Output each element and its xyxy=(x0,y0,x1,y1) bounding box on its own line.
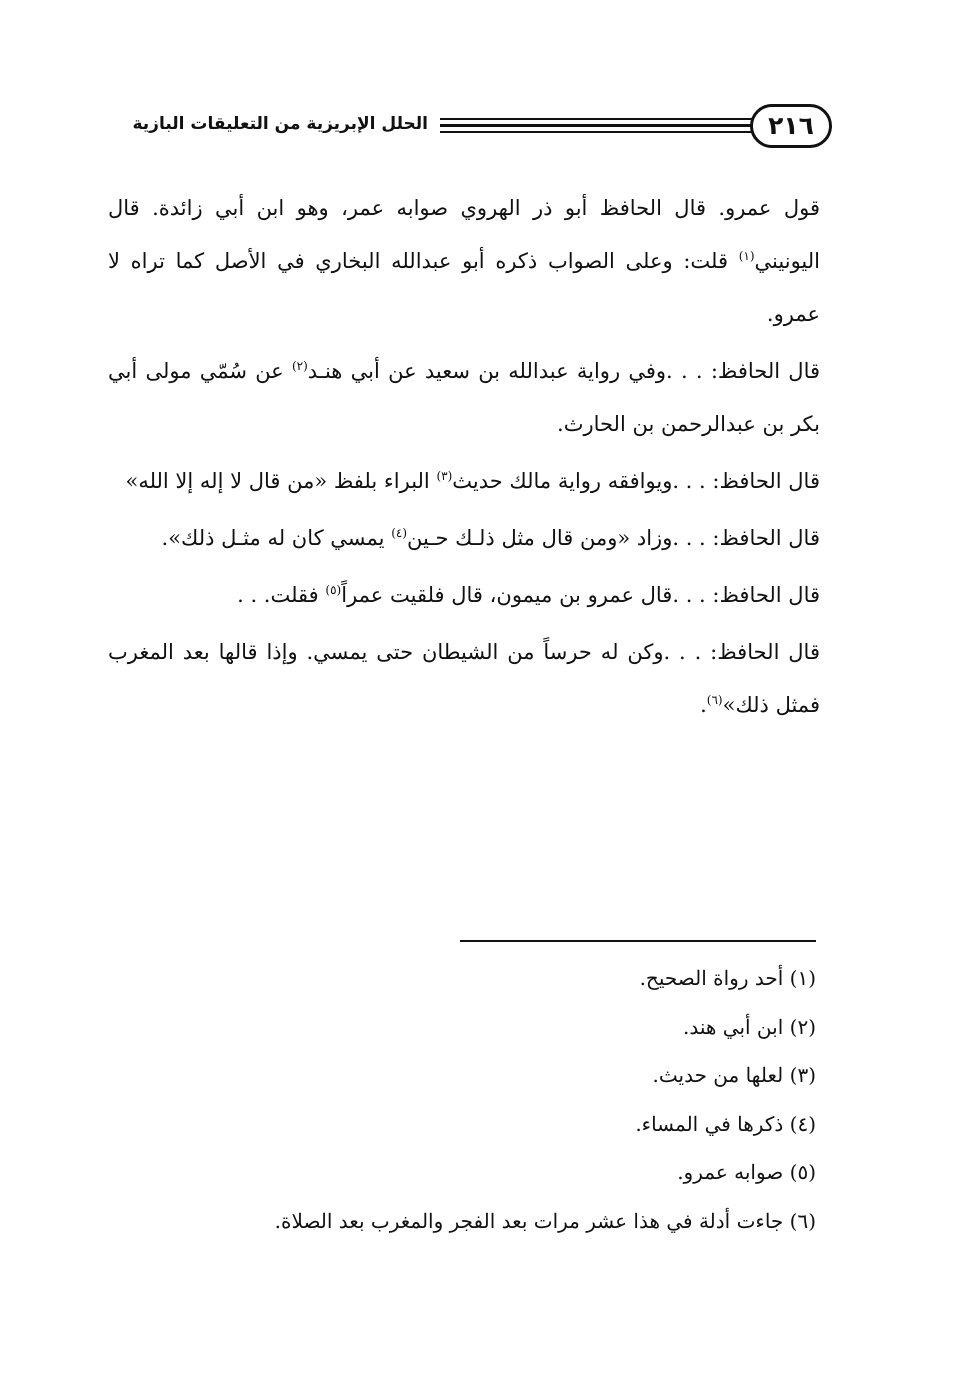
paragraph-text: قال الحافظ: . . .ويوافقه رواية مالك حديث xyxy=(452,469,820,493)
footnote-marker: (١) xyxy=(738,249,755,263)
paragraph-text: يمسي كان له مثـل ذلك». xyxy=(161,526,392,550)
footnote-2: (٢) ابن أبي هند. xyxy=(682,1014,816,1039)
paragraph xyxy=(108,182,820,341)
footnote-3: (٣) لعلها من حديث. xyxy=(652,1063,816,1087)
paragraph xyxy=(108,455,820,508)
footnote-5: (٥) صوابه عمرو. xyxy=(677,1160,816,1184)
main-text xyxy=(108,182,820,736)
header-rule xyxy=(440,118,752,120)
paragraph-text: قال الحافظ: . . .قال عمرو بن ميمون، قال فلقيت عمراً xyxy=(341,583,820,607)
paragraph-text: قول عمرو. قال الحافظ أبو ذر الهروي صوابه عمر، وهو ابن أبي زائدة. قال اليونيني xyxy=(108,196,820,273)
footnote-marker: (٦) xyxy=(706,693,723,707)
paragraph xyxy=(108,626,820,732)
paragraph xyxy=(108,345,820,451)
paragraph-text: قال الحافظ: . . .وكن له حرساً من الشيطان حتى يمسي. وإذا قالها بعد المغرب فمثل ذلك» xyxy=(108,640,820,717)
footnote-4: (٤) ذكرها في المساء. xyxy=(635,1111,816,1136)
running-title: الحلل الإبريزية من التعليقات البازية xyxy=(132,114,428,134)
paragraph xyxy=(108,569,820,622)
paragraph-text: فقلت. . . xyxy=(237,583,326,607)
paragraph xyxy=(108,512,820,565)
page-header xyxy=(110,104,832,156)
footnote-1: (١) أحد رواة الصحيح. xyxy=(639,966,816,990)
paragraph-text: عن سُمّي مولى أبي بكر بن عبدالرحمن بن الحارث. xyxy=(108,359,820,436)
footnote-marker: (٢) xyxy=(291,359,308,373)
footnote-marker: (٥) xyxy=(325,583,342,597)
paragraph-text: البراء بلفظ «من قال لا إله إلا الله» xyxy=(125,469,437,493)
paragraph-text: قال الحافظ: . . .وزاد «ومن قال مثل ذلـك حـين xyxy=(407,526,820,550)
paragraph-text: قلت: وعلى الصواب ذكره أبو عبدالله البخاري في الأصل كما تراه لا عمرو. xyxy=(108,249,820,326)
paragraph-text: قال الحافظ: . . .وفي رواية عبدالله بن سعيد عن أبي هنـد xyxy=(307,359,821,383)
footnote-marker: (٤) xyxy=(391,526,408,540)
header-rule xyxy=(440,124,752,127)
footnote-separator xyxy=(460,940,816,942)
header-rule xyxy=(440,131,752,133)
footnote-marker: (٣) xyxy=(436,469,453,483)
footnote-6: (٦) جاءت أدلة في هذا عشر مرات بعد الفجر والمغرب بعد الصلاة. xyxy=(274,1208,816,1233)
paragraph-text: . xyxy=(700,693,707,717)
footnotes xyxy=(108,954,816,1245)
page-number-badge: ٢١٦ xyxy=(750,104,832,148)
